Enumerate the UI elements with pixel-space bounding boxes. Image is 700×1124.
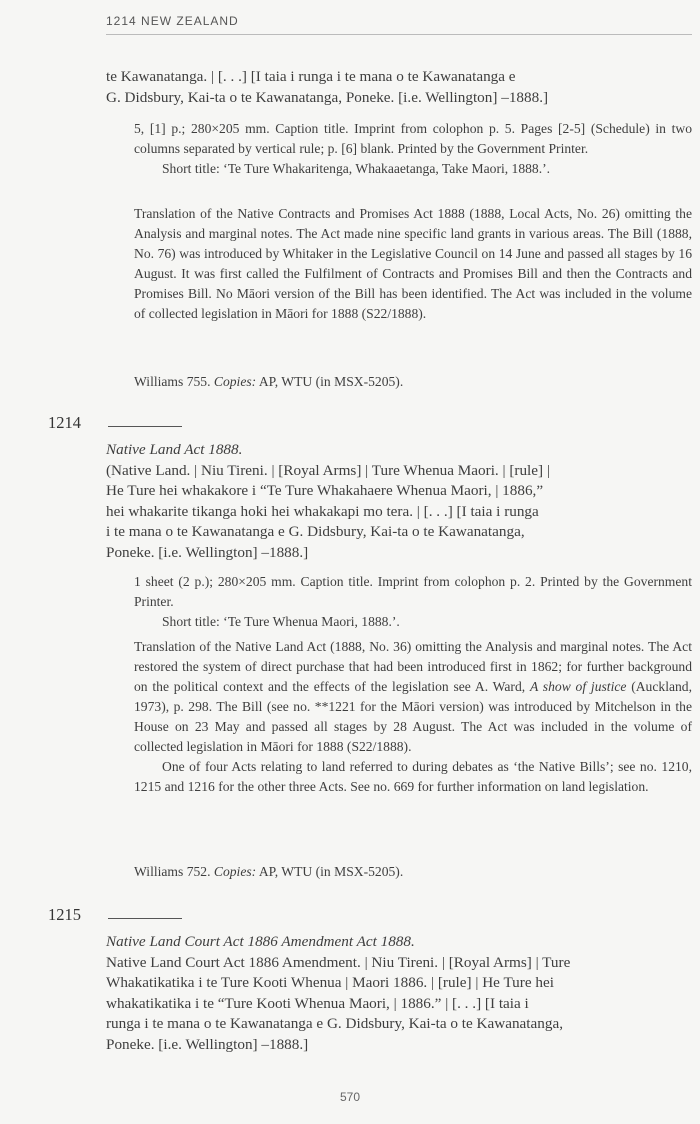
- short-title: Short title: ‘Te Ture Whenua Maori, 1888.’.: [162, 614, 400, 629]
- entry-number: 1214: [48, 413, 81, 432]
- title-line: whakatikatika i te “Ture Kooti Whenua Maori, | 1886.” | [. . .] [I taia i: [106, 994, 529, 1012]
- title-line: Poneke. [i.e. Wellington] –1888.]: [106, 543, 309, 561]
- title-line: Whakatikatika i te Ture Kooti Whenua | Maori 1886. | [rule] | He Ture hei: [106, 974, 554, 991]
- entry-1213-description: [134, 119, 692, 179]
- short-title: Short title: ‘Te Ture Whakaritenga, Whakaaetanga, Take Maori, 1888.’.: [162, 161, 551, 176]
- entry-title: Native Land Court Act 1886 Amendment Act 1888.: [106, 933, 415, 950]
- entry-rule: [108, 426, 182, 427]
- entry-1213-title: [106, 67, 692, 108]
- references-prefix: Williams 755.: [134, 374, 211, 389]
- entry-1214-title: [106, 440, 692, 563]
- entry-number: 1215: [48, 905, 81, 924]
- title-line: te Kawanatanga. | [. . .] [I taia i runga i te mana o te Kawanatanga e: [106, 68, 516, 85]
- title-line: Native Land Court Act 1886 Amendment. | Niu Tireni. | [Royal Arms] | Ture: [106, 953, 571, 971]
- references-prefix: Williams 752.: [134, 864, 211, 879]
- entry-1214-references: [134, 862, 692, 882]
- entry-1215-title: [106, 932, 692, 1055]
- entry-1214-note: [134, 637, 692, 797]
- page-number: 570: [339, 1090, 361, 1104]
- running-head: 1214 NEW ZEALAND: [106, 14, 692, 35]
- cited-work-title: A show of justice: [529, 679, 627, 694]
- title-line: i te mana o te Kawanatanga e G. Didsbury, Kai-ta o te Kawanatanga,: [106, 523, 525, 540]
- copies-label: Copies:: [213, 864, 257, 879]
- physical-description: 5, [1] p.; 280×205 mm. Caption title. Imprint from colophon p. 5. Pages [2-5] (Schedule) in two columns separated by vertical rule; p. [6] blank. Printed by the Government Printer.: [134, 121, 692, 156]
- entry-rule: [108, 918, 182, 919]
- title-line: (Native Land. | Niu Tireni. | [Royal Arms] | Ture Whenua Maori. | [rule] |: [106, 461, 550, 479]
- copies-value: AP, WTU (in MSX-5205).: [258, 864, 404, 879]
- title-line: He Ture hei whakakore i “Te Ture Whakahaere Whenua Maori, | 1886,”: [106, 482, 544, 499]
- physical-description: 1 sheet (2 p.); 280×205 mm. Caption title. Imprint from colophon p. 2. Printed by the Government Printer.: [134, 574, 692, 609]
- title-line: runga i te mana o te Kawanatanga e G. Didsbury, Kai-ta o te Kawanatanga,: [106, 1015, 563, 1032]
- copies-label: Copies:: [213, 374, 257, 389]
- note-text: (Auckland, 1973), p. 298. The Bill (see no. **1221 for the Māori version) was introduced by Mitchelson in the House on 23 May and passed all stages by 28 August. The Act was included in the volume of collected legislation in Māori for 1888 (S22/1888).: [134, 679, 692, 754]
- entry-1214-description: [134, 572, 692, 632]
- entry-title: Native Land Act 1888.: [106, 441, 243, 458]
- entry-1213-references: [134, 372, 692, 392]
- title-line: hei whakarite tikanga hoki hei whakakapi mo tera. | [. . .] [I taia i runga: [106, 502, 539, 520]
- title-line: G. Didsbury, Kai-ta o te Kawanatanga, Poneke. [i.e. Wellington] –1888.]: [106, 88, 549, 106]
- title-line: Poneke. [i.e. Wellington] –1888.]: [106, 1035, 309, 1053]
- copies-value: AP, WTU (in MSX-5205).: [258, 374, 404, 389]
- note-paragraph: One of four Acts relating to land referred to during debates as ‘the Native Bills’; see no. 1210, 1215 and 1216 for the other three Acts. See no. 669 for further information on land legislation.: [134, 759, 692, 794]
- note-text: Translation of the Native Land Act (1888, No. 36) omitting the Analysis and marginal notes. The Act restored the system of direct purchase that had been introduced first in 1862; for further background on the political context and the effects of the legislation see A. Ward,: [134, 639, 692, 694]
- entry-1213-note: Translation of the Native Contracts and Promises Act 1888 (1888, Local Acts, No. 26) omitting the Analysis and marginal notes. The Act made nine specific land grants in various areas. The Bill (1888, No. 76) was introduced by Whitaker in the Legislative Council on 14 June and passed all stages by 16 August. It was first called the Fulfilment of Contracts and Promises Bill and then the Contracts and Promises Bill. No Māori version of the Bill has been identified. The Act was included in the volume of collected legislation in Māori for 1888 (S22/1888).: [134, 206, 692, 321]
